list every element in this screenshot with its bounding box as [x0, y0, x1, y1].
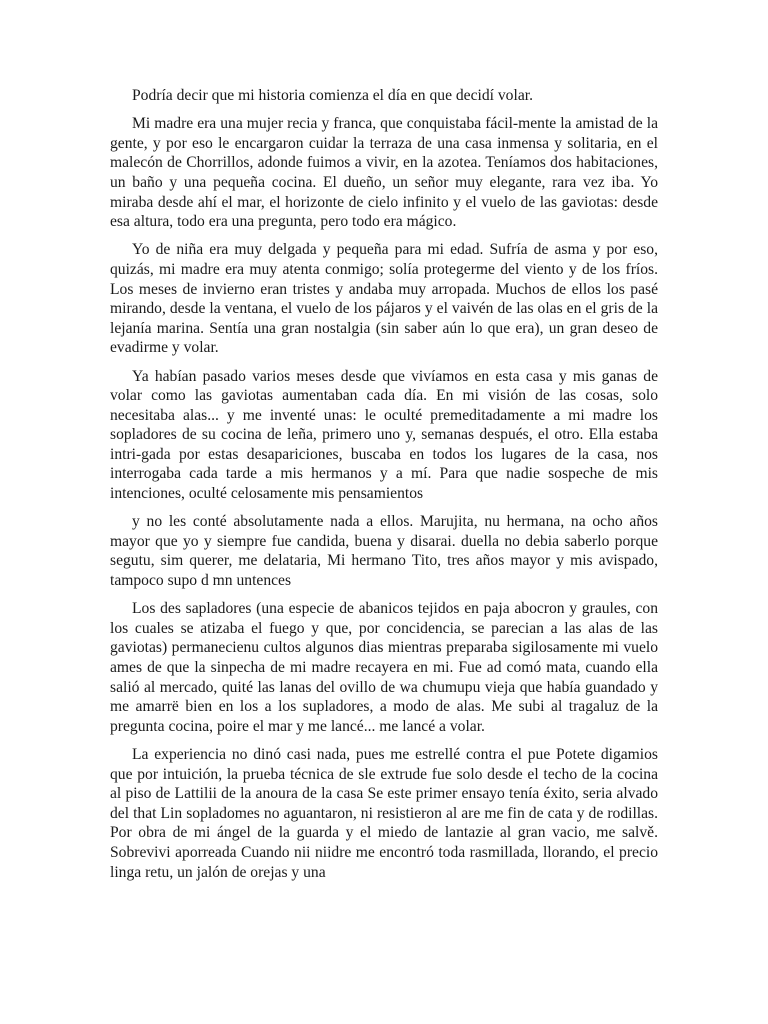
paragraph-5: y no les conté absolutamente nada a ellos. Marujita, nu hermana, na ocho años mayor que yo y siempre fue candida, buena y disarai. duella no debia saberlo porque segutu, sim querer, me delataria, Mi hermano Tito, tres años mayor y mis avispado, tampoco supo d mn untences — [110, 513, 658, 590]
paragraph-6: Los des sapladores (una especie de abanicos tejidos en paja abocron y graules, con los cuales se atizaba el fuego y que, por concidencia, se parecian a las alas de las gaviotas) permanecienu cultos algunos dias mientras preparaba sigilosamente mi vuelo ames de que la sinpecha de mi madre recayera en mi. Fue ad comó mata, cuando ella salió al mercado, quité las lanas del ovillo de wa chumupu vieja que había guandado y me amarrë bien en los a los supladores, a modo de alas. Me subi al tragaluz de la pregunta cocina, poire el mar y me lancé... me lancé a volar. — [110, 600, 658, 735]
paragraph-7: La experiencia no dinó casi nada, pues me estrellé contra el pue Potete digamios que por intuición, la prueba técnica de sle extrude fue solo desde el techo de la cocina al piso de Lattilii de la anoura de la casa Se este primer ensayo tenía éxito, seria alvado del that Lin sopladomes no aguantaron, ni resistieron al are me fin de cata y de rodillas. Por obra de mi ángel de la guarda y el miedo de lantazie al gran vacio, me salvě. Sobrevivi aporreada Cuando nii niidre me encontró toda rasmillada, llorando, el precio linga retu, un jalón de orejas y una — [110, 745, 658, 881]
paragraph-2: Mi madre era una mujer recia y franca, que conquistaba fácil-mente la amistad de la gente, y por eso le encargaron cuidar la terraza de una casa inmensa y solitaria, en el malecón de Chorrillos, adonde fuimos a vivir, en la azotea. Teníamos dos habitaciones, un baño y una pequeña cocina. El dueño, un señor muy elegante, rara vez iba. Yo miraba desde ahí el mar, el horizonte de cielo infinito y el vuelo de las gaviotas: desde esa altura, todo era una pregunta, pero todo era mágico. — [110, 115, 658, 231]
paragraph-1: Podría decir que mi historia comienza el día en que decidí volar. — [132, 87, 533, 104]
document-page — [110, 86, 658, 891]
paragraph-3: Yo de niña era muy delgada y pequeña para mi edad. Sufría de asma y por eso, quizás, mi madre era muy atenta conmigo; solía protegerme del viento y de los fríos. Los meses de invierno eran tristes y andaba muy arropada. Muchos de ellos los pasé mirando, desde la ventana, el vuelo de los pájaros y el vaivén de las olas en el gris de la lejanía marina. Sentía una gran nostalgia (sin saber aún lo que era), un gran deseo de evadirme y volar. — [110, 241, 658, 357]
paragraph-4: Ya habían pasado varios meses desde que vivíamos en esta casa y mis ganas de volar como las gaviotas aumentaban cada día. En mi visión de las cosas, solo necesitaba alas... y me inventé unas: le oculté premeditadamente a mi madre los sopladores de su cocina de leña, primero uno y, semanas después, el otro. Ella estaba intri-gada por estas desapariciones, buscaba en todos los lugares de la casa, nos interrogaba cada tarde a mis hermanos y a mí. Para que nadie sospeche de mis intenciones, oculté celosamente mis pensamientos — [110, 367, 658, 503]
